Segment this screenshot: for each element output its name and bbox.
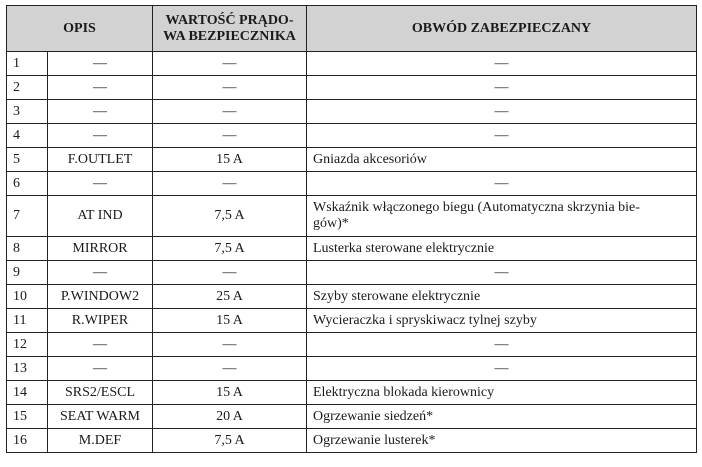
fuse-rating: — <box>153 172 307 196</box>
fuse-number: 3 <box>7 100 48 124</box>
header-row <box>7 6 697 52</box>
fuse-circuit <box>307 196 697 237</box>
fuse-circuit: — <box>307 261 697 285</box>
fuse-number: 14 <box>7 381 48 405</box>
fuse-circuit: — <box>307 357 697 381</box>
table-row <box>7 333 697 357</box>
fuse-number: 1 <box>7 52 48 76</box>
fuse-circuit: Gniazda akcesoriów <box>307 148 697 172</box>
fuse-description: AT IND <box>48 196 153 237</box>
fuse-circuit-line1: Wskaźnik włączonego biegu (Automatyczna skrzynia bie- <box>313 200 640 215</box>
fuse-table-header <box>7 6 697 52</box>
fuse-description: — <box>48 100 153 124</box>
fuse-description: SRS2/ESCL <box>48 381 153 405</box>
fuse-circuit: — <box>307 52 697 76</box>
table-row <box>7 405 697 429</box>
fuse-description: — <box>48 261 153 285</box>
fuse-rating: 20 A <box>153 405 307 429</box>
fuse-number: 16 <box>7 429 48 453</box>
fuse-description: — <box>48 333 153 357</box>
table-row <box>7 429 697 453</box>
fuse-rating: 15 A <box>153 148 307 172</box>
table-row <box>7 52 697 76</box>
fuse-number: 12 <box>7 333 48 357</box>
table-row <box>7 172 697 196</box>
fuse-table <box>6 5 697 453</box>
fuse-rating: — <box>153 261 307 285</box>
fuse-description: — <box>48 357 153 381</box>
fuse-number: 2 <box>7 76 48 100</box>
fuse-rating: — <box>153 76 307 100</box>
fuse-number: 4 <box>7 124 48 148</box>
table-row <box>7 261 697 285</box>
table-row <box>7 309 697 333</box>
table-row <box>7 196 697 237</box>
table-row <box>7 76 697 100</box>
fuse-rating: 7,5 A <box>153 237 307 261</box>
fuse-description: F.OUTLET <box>48 148 153 172</box>
fuse-number: 11 <box>7 309 48 333</box>
table-row <box>7 237 697 261</box>
fuse-rating: — <box>153 124 307 148</box>
fuse-description: — <box>48 124 153 148</box>
table-row <box>7 148 697 172</box>
fuse-circuit: — <box>307 172 697 196</box>
fuse-description: R.WIPER <box>48 309 153 333</box>
fuse-circuit: — <box>307 124 697 148</box>
fuse-circuit: Szyby sterowane elektrycznie <box>307 285 697 309</box>
fuse-circuit: — <box>307 333 697 357</box>
fuse-description: P.WINDOW2 <box>48 285 153 309</box>
fuse-rating: — <box>153 357 307 381</box>
fuse-circuit: — <box>307 100 697 124</box>
table-row <box>7 285 697 309</box>
fuse-circuit-line2: gów)* <box>313 216 349 231</box>
fuse-circuit: Lusterka sterowane elektrycznie <box>307 237 697 261</box>
fuse-number: 10 <box>7 285 48 309</box>
fuse-description: — <box>48 52 153 76</box>
fuse-rating: 25 A <box>153 285 307 309</box>
fuse-rating: 15 A <box>153 309 307 333</box>
table-row <box>7 100 697 124</box>
fuse-circuit: Ogrzewanie siedzeń* <box>307 405 697 429</box>
fuse-circuit: Elektryczna blokada kierownicy <box>307 381 697 405</box>
header-wartosc-line1: WARTOŚĆ PRĄDO- <box>165 12 294 28</box>
fuse-number: 5 <box>7 148 48 172</box>
table-row <box>7 357 697 381</box>
fuse-rating: 7,5 A <box>153 196 307 237</box>
header-wartosc-line2: WA BEZPIECZNIKA <box>163 28 296 44</box>
fuse-circuit: — <box>307 76 697 100</box>
fuse-rating: — <box>153 52 307 76</box>
header-opis: OPIS <box>7 6 153 52</box>
fuse-circuit: Ogrzewanie lusterek* <box>307 429 697 453</box>
fuse-description: SEAT WARM <box>48 405 153 429</box>
fuse-number: 15 <box>7 405 48 429</box>
fuse-circuit: Wycieraczka i spryskiwacz tylnej szyby <box>307 309 697 333</box>
fuse-number: 6 <box>7 172 48 196</box>
fuse-number: 7 <box>7 196 48 237</box>
fuse-number: 13 <box>7 357 48 381</box>
fuse-table-body <box>7 52 697 453</box>
fuse-description: — <box>48 76 153 100</box>
fuse-description: M.DEF <box>48 429 153 453</box>
fuse-number: 8 <box>7 237 48 261</box>
fuse-rating: 7,5 A <box>153 429 307 453</box>
fuse-description: MIRROR <box>48 237 153 261</box>
fuse-rating: — <box>153 100 307 124</box>
table-row <box>7 381 697 405</box>
table-row <box>7 124 697 148</box>
header-wartosc <box>153 6 307 52</box>
fuse-description: — <box>48 172 153 196</box>
header-obwod: OBWÓD ZABEZPIECZANY <box>307 6 697 52</box>
fuse-rating: 15 A <box>153 381 307 405</box>
fuse-rating: — <box>153 333 307 357</box>
fuse-number: 9 <box>7 261 48 285</box>
